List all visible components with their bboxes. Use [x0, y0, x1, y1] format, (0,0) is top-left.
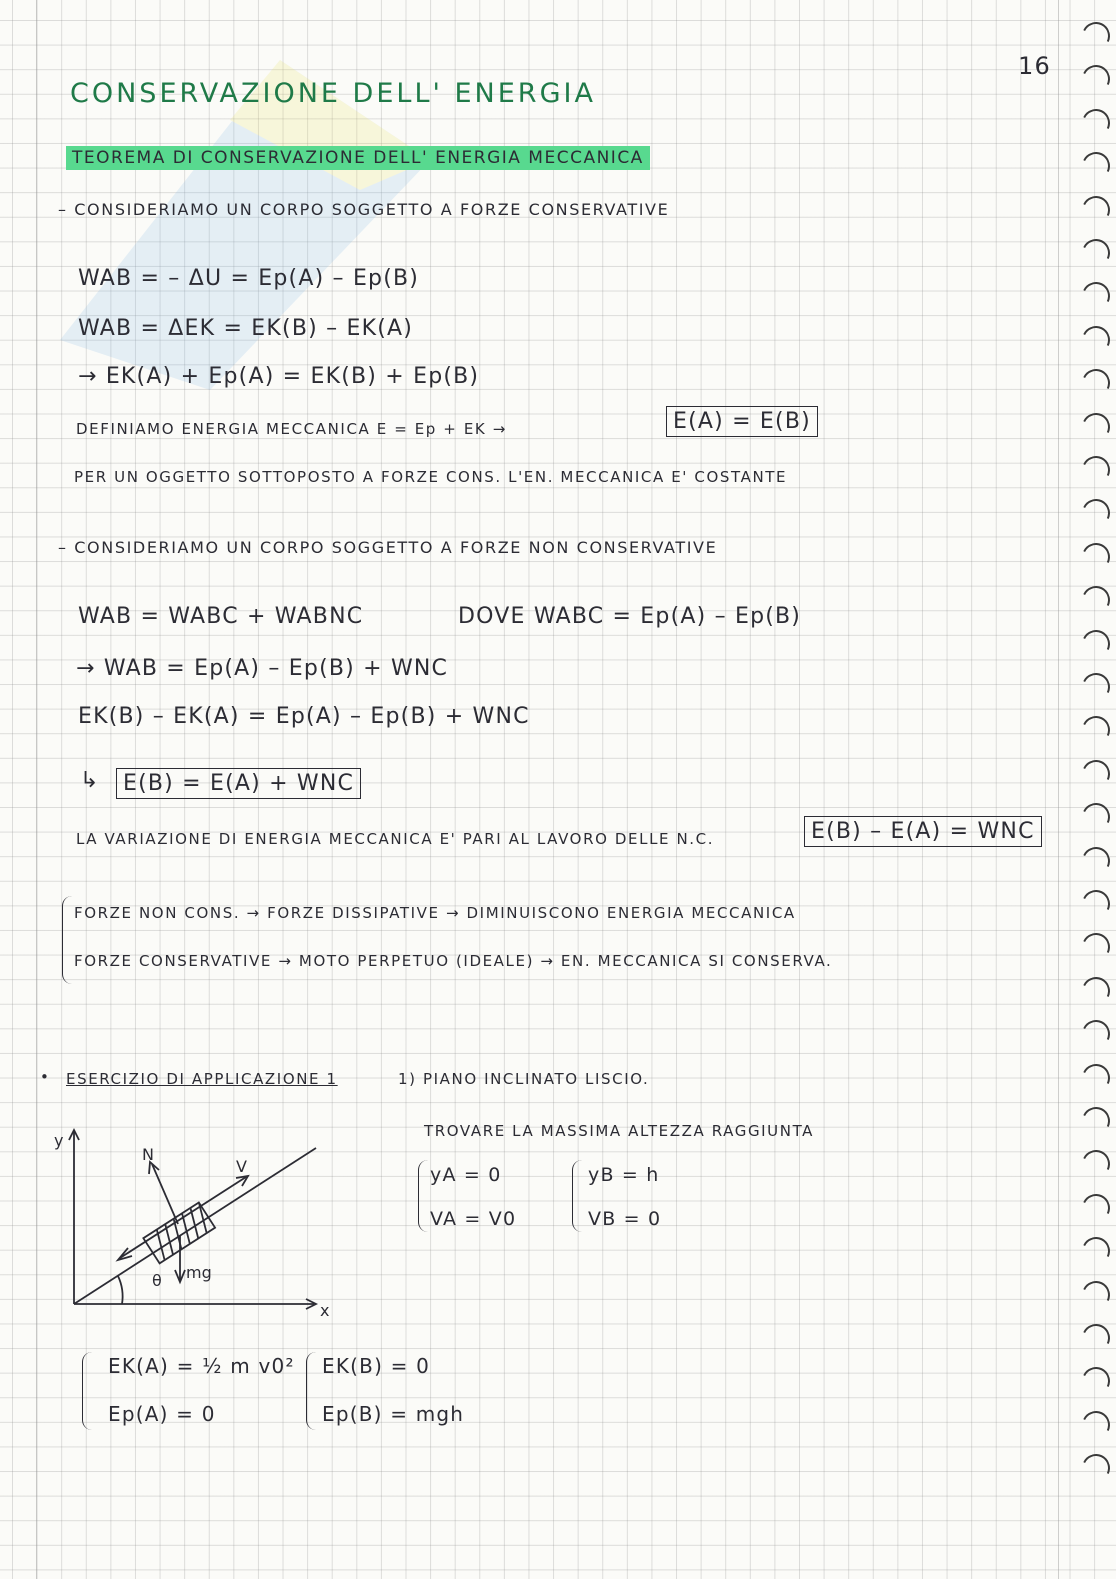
condition: yB = h: [588, 1164, 660, 1186]
brace: [418, 1160, 429, 1232]
spiral-ring: [1078, 886, 1114, 922]
equation: → EK(A) + Ep(A) = EK(B) + Ep(B): [78, 364, 480, 389]
condition: VB = 0: [588, 1208, 662, 1230]
spiral-ring: [1078, 1146, 1114, 1182]
spiral-ring: [1078, 1016, 1114, 1052]
velocity-label: V: [236, 1157, 247, 1176]
forces-line: FORZE CONSERVATIVE → MOTO PERPETUO (IDEALE) → EN. MECCANICA SI CONSERVA.: [74, 952, 833, 970]
energy-equation: EK(B) = 0: [322, 1354, 431, 1378]
spiral-ring: [1078, 1450, 1114, 1486]
spiral-ring: [1078, 582, 1114, 618]
margin-line: [1058, 0, 1059, 1579]
theta-label: θ: [152, 1271, 162, 1290]
spiral-ring: [1078, 1277, 1114, 1313]
brace: [306, 1352, 317, 1430]
exercise-case: 1) PIANO INCLINATO LISCIO.: [398, 1070, 650, 1088]
boxed-equation: E(B) = E(A) + WNC: [116, 768, 361, 799]
spiral-ring: [1078, 799, 1114, 835]
spiral-ring: [1078, 756, 1114, 792]
definition-text: DEFINIAMO ENERGIA MECCANICA E = Ep + EK →: [76, 420, 507, 438]
spiral-ring: [1078, 148, 1114, 184]
section-subtitle: TEOREMA DI CONSERVAZIONE DELL' ENERGIA MECCANICA: [66, 146, 650, 170]
theta-arc: [118, 1276, 123, 1304]
spiral-ring: [1078, 843, 1114, 879]
brace: [572, 1160, 583, 1232]
spiral-ring: [1078, 495, 1114, 531]
spiral-ring: [1078, 452, 1114, 488]
condition: VA = V0: [430, 1208, 517, 1230]
spiral-ring: [1078, 278, 1114, 314]
spiral-ring: [1078, 1233, 1114, 1269]
spiral-ring: [1078, 192, 1114, 228]
spiral-ring: [1078, 235, 1114, 271]
spiral-ring: [1078, 539, 1114, 575]
spiral-ring: [1078, 1190, 1114, 1226]
equation: WAB = WABC + WABNC: [78, 604, 364, 629]
equation: EK(B) – EK(A) = Ep(A) – Ep(B) + WNC: [78, 704, 530, 729]
boxed-equation: E(A) = E(B): [666, 406, 818, 437]
spiral-ring: [1078, 18, 1114, 54]
spiral-ring: [1078, 626, 1114, 662]
spiral-ring: [1078, 322, 1114, 358]
variation-text: LA VARIAZIONE DI ENERGIA MECCANICA E' PARI AL LAVORO DELLE N.C.: [76, 830, 715, 848]
exercise-task: TROVARE LA MASSIMA ALTEZZA RAGGIUNTA: [424, 1122, 815, 1140]
inclined-plane-diagram: [40, 1120, 360, 1320]
y-axis-label: y: [54, 1131, 64, 1150]
bullet: •: [40, 1068, 51, 1086]
normal-label: N: [142, 1145, 154, 1164]
energy-equation: Ep(A) = 0: [108, 1402, 216, 1426]
spiral-binding: [1076, 0, 1116, 1579]
spiral-ring: [1078, 1320, 1114, 1356]
equation: → WAB = Ep(A) – Ep(B) + WNC: [76, 656, 449, 681]
weight-label: mg: [186, 1263, 212, 1282]
forces-line: FORZE NON CONS. → FORZE DISSIPATIVE → DIMINUISCONO ENERGIA MECCANICA: [74, 904, 796, 922]
velocity-arrow: [120, 1177, 246, 1258]
equation: WAB = – ΔU = Ep(A) – Ep(B): [78, 266, 420, 291]
normal-force-arrow: [152, 1164, 178, 1224]
spiral-ring: [1078, 669, 1114, 705]
page-title: CONSERVAZIONE DELL' ENERGIA: [70, 78, 596, 109]
spiral-ring: [1078, 409, 1114, 445]
condition: yA = 0: [430, 1164, 502, 1186]
spiral-ring: [1078, 1103, 1114, 1139]
spiral-ring: [1078, 1363, 1114, 1399]
spiral-ring: [1078, 61, 1114, 97]
equation: DOVE WABC = Ep(A) – Ep(B): [458, 604, 802, 629]
section2-intro: – CONSIDERIAMO UN CORPO SOGGETTO A FORZE NON CONSERVATIVE: [58, 538, 718, 557]
exercise-label: ESERCIZIO DI APPLICAZIONE 1: [66, 1070, 338, 1088]
spiral-ring: [1078, 973, 1114, 1009]
brace: [62, 896, 73, 984]
boxed-equation: E(B) – E(A) = WNC: [804, 816, 1042, 847]
note-text: PER UN OGGETTO SOTTOPOSTO A FORZE CONS. L'EN. MECCANICA E' COSTANTE: [74, 468, 788, 486]
spiral-ring: [1078, 105, 1114, 141]
spiral-ring: [1078, 929, 1114, 965]
spiral-ring: [1078, 1060, 1114, 1096]
spiral-ring: [1078, 365, 1114, 401]
equation: WAB = ΔEK = EK(B) – EK(A): [78, 316, 414, 341]
spiral-ring: [1078, 1407, 1114, 1443]
page-number: 16: [1018, 52, 1051, 80]
energy-equation: Ep(B) = mgh: [322, 1402, 465, 1426]
spiral-ring: [1078, 712, 1114, 748]
x-axis-label: x: [320, 1301, 330, 1320]
energy-equation: EK(A) = ½ m v0²: [108, 1354, 295, 1378]
brace: [82, 1352, 93, 1430]
section1-intro: – CONSIDERIAMO UN CORPO SOGGETTO A FORZE CONSERVATIVE: [58, 200, 670, 219]
arrow-symbol: ↳: [80, 768, 100, 793]
